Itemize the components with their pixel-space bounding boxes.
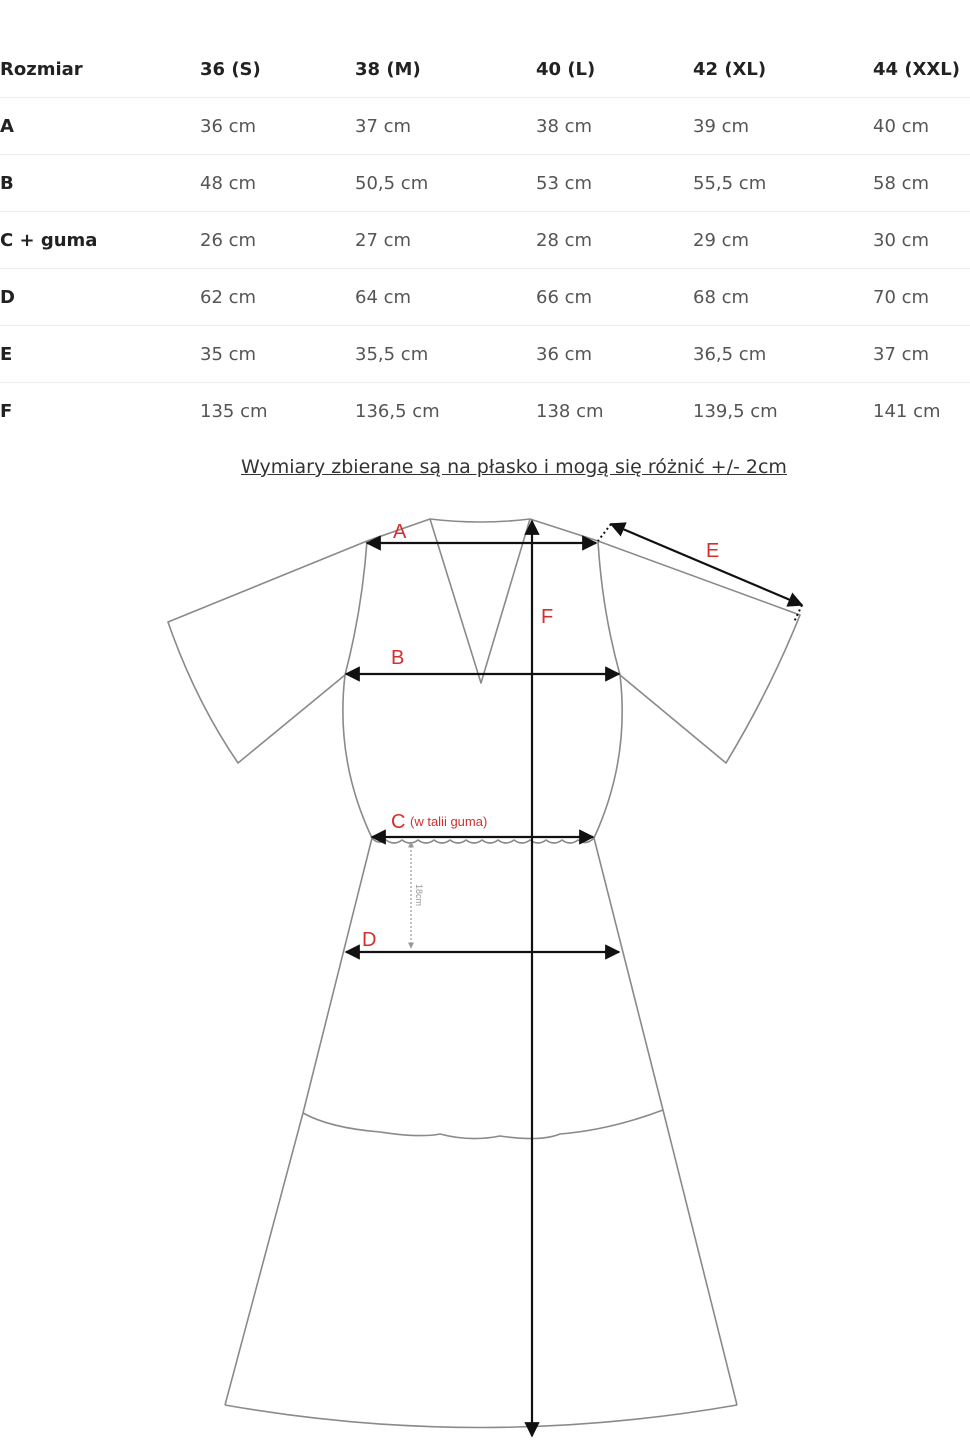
table-cell: 141 cm — [873, 400, 941, 422]
table-cell: 40 cm — [873, 98, 970, 155]
header-size: Rozmiar — [0, 41, 200, 98]
row-label: D — [0, 269, 200, 326]
row-label: F — [0, 400, 13, 422]
bodice-left — [343, 541, 372, 838]
tier-seam — [303, 1110, 663, 1139]
table-cell: 135 cm — [200, 400, 268, 422]
table-cell: 35 cm — [200, 326, 355, 383]
table-cell: 53 cm — [536, 155, 693, 212]
table-cell: 29 cm — [693, 212, 873, 269]
measurement-note: Wymiary zbierane są na płasko i mogą się różnić +/- 2cm — [241, 456, 787, 478]
table-cell: 68 cm — [693, 269, 873, 326]
row-label: B — [0, 155, 200, 212]
table-cell: 36 cm — [200, 98, 355, 155]
row-label: C + guma — [0, 212, 200, 269]
skirt-upper-right — [594, 838, 663, 1110]
e-end-caps — [598, 524, 802, 622]
table-cell: 70 cm — [873, 269, 970, 326]
table-cell: 66 cm — [536, 269, 693, 326]
label-b: B — [391, 647, 405, 669]
table-cell: 48 cm — [200, 155, 355, 212]
table-cell: 50,5 cm — [355, 155, 536, 212]
table-cell: 37 cm — [873, 326, 970, 383]
label-a: A — [393, 521, 407, 543]
table-cell: 36,5 cm — [693, 326, 873, 383]
row-label: E — [0, 326, 200, 383]
table-cell: 28 cm — [536, 212, 693, 269]
skirt-lower-right — [663, 1110, 737, 1405]
table-cell: 26 cm — [200, 212, 355, 269]
table-cell: 138 cm — [536, 400, 604, 422]
hem — [225, 1405, 737, 1428]
header-40: 40 (L) — [536, 41, 693, 98]
header-38: 38 (M) — [355, 41, 536, 98]
table-cell: 30 cm — [873, 212, 970, 269]
waist-ruffle — [372, 838, 594, 843]
label-f: F — [541, 606, 554, 628]
measure-arrows — [346, 521, 802, 1436]
table-cell: 39 cm — [693, 98, 873, 155]
right-sleeve — [598, 541, 800, 763]
table-cell: 37 cm — [355, 98, 536, 155]
table-cell: 62 cm — [200, 269, 355, 326]
header-44: 44 (XXL) — [873, 41, 970, 98]
header-36: 36 (S) — [200, 41, 355, 98]
dress-outline — [168, 519, 800, 1428]
label-c-note: (w talii guma) — [410, 814, 488, 829]
table-cell: 64 cm — [355, 269, 536, 326]
table-cell: 55,5 cm — [693, 155, 873, 212]
skirt-upper-left — [303, 838, 372, 1113]
label-e: E — [706, 540, 720, 562]
left-sleeve — [168, 541, 367, 763]
label-d: D — [362, 929, 377, 951]
table-cell: 38 cm — [536, 98, 693, 155]
gap-label: 18cm — [414, 884, 424, 907]
bodice-right — [594, 541, 622, 838]
table-cell: 27 cm — [355, 212, 536, 269]
table-cell: 58 cm — [873, 155, 970, 212]
arrow-e — [611, 524, 802, 605]
row-label: A — [0, 98, 200, 155]
table-cell: 136,5 cm — [355, 400, 440, 422]
label-c: C — [391, 811, 406, 833]
skirt-lower-left — [225, 1113, 303, 1405]
table-cell: 36 cm — [536, 326, 693, 383]
header-42: 42 (XL) — [693, 41, 873, 98]
table-cell: 139,5 cm — [693, 400, 778, 422]
table-cell: 35,5 cm — [355, 326, 536, 383]
